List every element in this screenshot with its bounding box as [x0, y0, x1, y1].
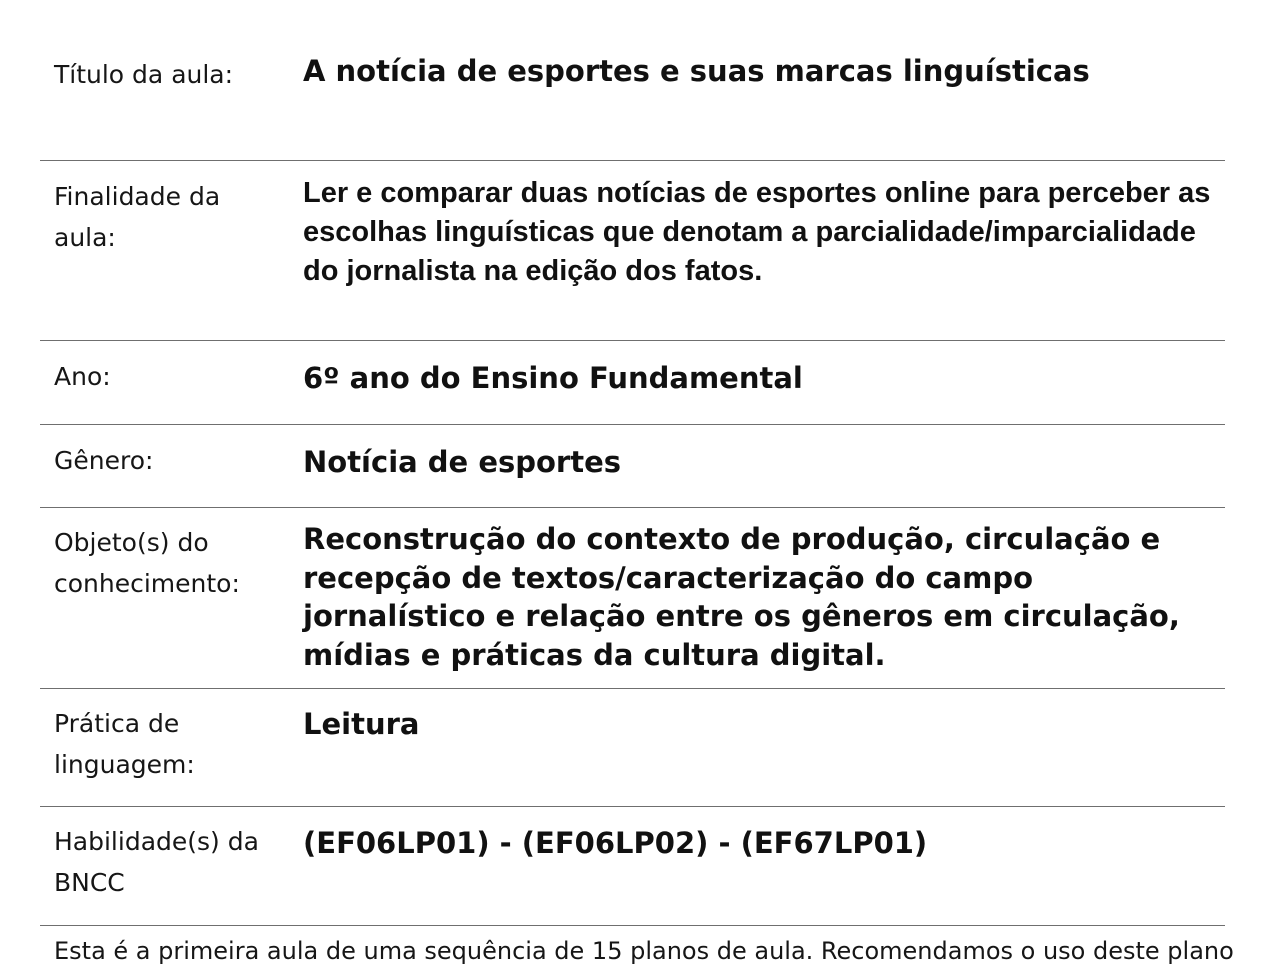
row-pratica — [40, 688, 1225, 806]
label-genero: Gênero: — [54, 446, 154, 475]
label-objetos: Objeto(s) do conhecimento: — [54, 528, 240, 598]
value-pratica: Leitura — [303, 707, 420, 741]
row-genero — [40, 424, 1225, 508]
row-habilidades — [40, 806, 1225, 925]
row-titulo — [40, 40, 1225, 160]
value-habilidades: (EF06LP01) - (EF06LP02) - (EF67LP01) — [303, 826, 928, 860]
row-objetos — [40, 507, 1225, 688]
label-finalidade: Finalidade da aula: — [54, 182, 221, 252]
value-finalidade: Ler e comparar duas notícias de esportes online para perceber as escolhas linguísticas que denotam a parcialidade/imparcialidade do jornalista na edição dos fatos. — [303, 177, 1211, 287]
label-ano: Ano: — [54, 362, 111, 391]
value-objetos: Reconstrução do contexto de produção, circulação e recepção de textos/caracterização do campo jornalístico e relação entre os gêneros em circulação, mídias e práticas da cultura digital. — [303, 522, 1180, 672]
value-titulo: A notícia de esportes e suas marcas linguísticas — [303, 54, 1090, 88]
value-ano: 6º ano do Ensino Fundamental — [303, 361, 803, 395]
row-ano — [40, 340, 1225, 424]
row-finalidade — [40, 160, 1225, 341]
label-habilidades: Habilidade(s) da BNCC — [54, 827, 259, 897]
footer-paragraph: Esta é a primeira aula de uma sequência de 15 planos de aula. Recomendamos o uso deste plano — [54, 937, 1234, 965]
table-bottom-divider — [40, 925, 1225, 926]
label-titulo: Título da aula: — [54, 60, 234, 89]
value-genero: Notícia de esportes — [303, 445, 622, 479]
label-pratica: Prática de linguagem: — [54, 709, 195, 779]
